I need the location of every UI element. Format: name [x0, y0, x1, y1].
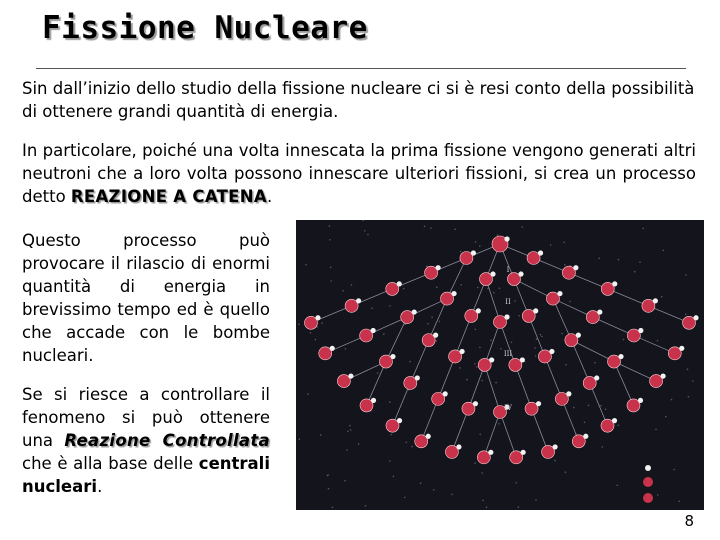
speckle — [476, 366, 478, 368]
speckle — [310, 332, 312, 334]
neutron — [521, 450, 526, 455]
speckle — [479, 434, 481, 436]
speckle — [389, 401, 391, 403]
speckle — [518, 506, 520, 508]
speckle — [673, 469, 675, 471]
speckle — [307, 393, 309, 395]
neutron — [371, 328, 376, 333]
neutron — [397, 281, 402, 286]
speckle — [475, 329, 477, 331]
speckle — [541, 336, 543, 338]
speckle — [404, 497, 406, 499]
speckle — [550, 244, 552, 246]
neutron — [476, 308, 481, 313]
neutron — [473, 401, 478, 406]
neutron — [348, 373, 353, 378]
speckle — [330, 280, 332, 282]
neutron — [520, 357, 525, 362]
speckle — [371, 307, 373, 309]
speckle — [466, 379, 468, 381]
speckle — [639, 261, 641, 263]
neutron — [618, 354, 623, 359]
neutron-path — [367, 362, 386, 406]
speckle — [565, 471, 567, 473]
chain-reaction-diagram — [296, 220, 704, 510]
neutron-path — [614, 362, 656, 382]
speckle — [345, 348, 347, 350]
speckle — [451, 494, 453, 496]
speckle — [436, 286, 438, 288]
speckle — [479, 347, 481, 349]
neutron — [371, 398, 376, 403]
speckle — [358, 443, 360, 445]
speckle — [344, 480, 346, 482]
neutron-path — [500, 412, 516, 457]
speckle — [460, 251, 462, 253]
speckle — [535, 355, 537, 357]
neutron — [661, 373, 666, 378]
speckle — [430, 227, 432, 229]
neutron — [426, 434, 431, 439]
neutron — [518, 271, 523, 276]
neutron — [456, 444, 461, 449]
neutron — [653, 298, 658, 303]
speckle — [474, 462, 476, 464]
bomb-paragraph: Questo processo può provocare il rilascio di enormi quantità di energia in brevissimo tempo ed è quello che accade con le bombe nucleari. — [22, 231, 270, 365]
neutron — [533, 308, 538, 313]
speckle — [618, 259, 620, 261]
speckle — [493, 292, 495, 294]
speckle — [616, 485, 618, 487]
chain-text-a: In particolare, poiché una volta innescata la prima fissione vengono generati altri neutroni che a loro volta possono innescare ulteriori fissioni, si crea un processo detto — [22, 141, 696, 206]
neutron — [390, 354, 395, 359]
neutron — [415, 375, 420, 380]
neutron — [612, 281, 617, 286]
neutron — [489, 357, 494, 362]
speckle — [657, 340, 659, 342]
speckle — [426, 265, 428, 267]
generation-label: I — [506, 266, 510, 274]
neutron — [679, 346, 684, 351]
speckle — [495, 382, 497, 384]
generation-label: II — [505, 298, 511, 306]
speckle — [383, 333, 385, 335]
speckle — [588, 405, 590, 407]
speckle — [321, 322, 323, 324]
neutron — [490, 271, 495, 276]
speckle — [350, 429, 352, 431]
neutron — [549, 349, 554, 354]
speckle — [475, 241, 477, 243]
speckle — [406, 442, 408, 444]
speckle — [584, 422, 586, 424]
speckle — [602, 446, 604, 448]
neutron-path — [545, 356, 562, 398]
legend-product-swatch — [643, 493, 653, 503]
speckle — [486, 506, 488, 508]
neutron — [356, 298, 361, 303]
neutron — [638, 398, 643, 403]
neutron-path — [590, 383, 608, 426]
speckle — [362, 220, 364, 221]
speckle — [481, 380, 483, 382]
neutron — [638, 328, 643, 333]
speckle — [600, 405, 602, 407]
speckle — [657, 494, 659, 496]
neutron — [594, 375, 599, 380]
speckle — [518, 315, 520, 317]
page-number: 8 — [684, 512, 694, 530]
neutron-path — [386, 317, 407, 361]
neutron — [488, 450, 493, 455]
speckle — [514, 300, 516, 302]
speckle — [498, 423, 500, 425]
neutron — [538, 250, 543, 255]
neutron — [576, 333, 581, 338]
speckle — [663, 250, 665, 252]
speckle — [305, 264, 307, 266]
intro-paragraph: Sin dall’inizio dello studio della fissione nucleare ci si è resi conto della possibilità di ottenere grandi quantità di energia. — [22, 79, 695, 121]
speckle — [403, 288, 405, 290]
speckle — [454, 229, 456, 231]
speckle — [692, 380, 694, 382]
title-divider — [36, 68, 686, 69]
speckle — [522, 226, 524, 228]
speckle — [347, 431, 349, 433]
speckle — [511, 342, 513, 344]
speckle — [427, 323, 429, 325]
controlled-text-b: che è alla base delle — [22, 454, 199, 473]
speckle — [618, 425, 620, 427]
speckle — [665, 416, 667, 418]
speckle — [479, 245, 481, 247]
chain-text-b: . — [266, 187, 273, 206]
neutron — [504, 236, 509, 241]
speckle — [516, 482, 518, 484]
neutron — [504, 314, 509, 319]
neutron-path — [562, 399, 579, 441]
nuclear-plants-term: centrali nucleari — [22, 454, 270, 496]
chain-reaction-figure — [296, 220, 704, 510]
speckle — [390, 434, 392, 436]
neutron — [557, 291, 562, 296]
speckle — [299, 439, 301, 441]
speckle — [349, 425, 351, 427]
speckle — [327, 475, 329, 477]
speckle — [420, 482, 422, 484]
speckle — [500, 348, 502, 350]
speckle — [564, 264, 566, 266]
speckle — [477, 287, 479, 289]
neutron — [436, 265, 441, 270]
speckle — [315, 339, 317, 341]
speckle — [433, 489, 435, 491]
neutron — [459, 349, 464, 354]
neutron — [433, 333, 438, 338]
speckle — [328, 488, 330, 490]
neutron — [412, 309, 417, 314]
generation-label: IV — [504, 404, 512, 412]
speckle — [460, 284, 462, 286]
speckle — [554, 460, 556, 462]
neutron-path — [485, 365, 500, 412]
legend-nucleus-swatch — [643, 477, 653, 487]
speckle — [424, 226, 426, 228]
neutron-path — [515, 365, 531, 409]
speckle — [598, 257, 600, 259]
speckle — [497, 234, 499, 236]
speckle — [605, 409, 607, 411]
speckle — [474, 363, 476, 365]
neutron — [443, 391, 448, 396]
neutron — [536, 401, 541, 406]
neutron-path — [532, 409, 549, 452]
speckle — [594, 362, 596, 364]
chain-reaction-term: REAZIONE A CATENA — [70, 187, 267, 206]
neutron-path — [500, 322, 515, 365]
speckle — [330, 267, 332, 269]
speckle — [536, 338, 538, 340]
speckle — [623, 339, 625, 341]
speckle — [298, 324, 300, 326]
speckle — [535, 499, 537, 501]
speckle — [563, 241, 565, 243]
neutron — [583, 434, 588, 439]
neutron — [573, 265, 578, 270]
speckle — [573, 407, 575, 409]
speckle — [688, 396, 690, 398]
speckle — [634, 271, 636, 273]
controlled-reaction-term: Reazione Controllata — [64, 431, 270, 450]
neutron — [315, 315, 320, 320]
speckle — [540, 334, 542, 336]
speckle — [346, 449, 348, 451]
speckle — [499, 287, 501, 289]
neutron — [693, 315, 698, 320]
speckle — [332, 507, 334, 509]
speckle — [642, 228, 644, 230]
speckle — [389, 460, 391, 462]
speckle — [409, 361, 411, 363]
speckle — [342, 290, 344, 292]
speckle — [389, 305, 391, 307]
generation-label: III — [503, 350, 513, 358]
speckle — [534, 347, 536, 349]
speckle — [329, 239, 331, 241]
speckle — [320, 434, 322, 436]
speckle — [481, 472, 483, 474]
speckle — [687, 368, 689, 370]
speckle — [569, 301, 571, 303]
legend-neutron-swatch — [645, 465, 651, 471]
neutron — [451, 291, 456, 296]
speckle — [685, 274, 687, 276]
neutron — [552, 444, 557, 449]
speckle — [661, 296, 663, 298]
speckle — [411, 446, 413, 448]
neutron-path — [571, 340, 589, 383]
speckle — [482, 500, 484, 502]
speckle — [561, 333, 563, 335]
speckle — [431, 317, 433, 319]
neutron-path — [571, 340, 614, 361]
controlled-text-c: . — [97, 477, 103, 496]
controlled-text-a: Se si riesce a controllare il fenomeno si può ottenere una — [22, 385, 270, 450]
speckle — [671, 399, 673, 401]
speckle — [393, 476, 395, 478]
speckle — [490, 340, 492, 342]
neutron — [397, 418, 402, 423]
neutron-path — [614, 362, 633, 406]
neutron — [566, 391, 571, 396]
speckle — [329, 225, 331, 227]
speckle — [655, 429, 657, 431]
speckle — [439, 321, 441, 323]
speckle — [678, 501, 680, 503]
neutron — [330, 346, 335, 351]
controlled-reaction-paragraph — [22, 383, 270, 498]
neutron — [597, 309, 602, 314]
speckle — [377, 372, 379, 374]
slide-title: Fissione Nucleare — [42, 10, 368, 46]
speckle — [436, 340, 438, 342]
neutron — [612, 418, 617, 423]
speckle — [459, 367, 461, 369]
speckle — [351, 284, 353, 286]
chain-reaction-paragraph — [22, 139, 696, 208]
speckle — [565, 364, 567, 366]
speckle — [685, 313, 687, 315]
speckle — [367, 234, 369, 236]
neutron — [471, 250, 476, 255]
speckle — [365, 505, 367, 507]
speckle — [364, 230, 366, 232]
